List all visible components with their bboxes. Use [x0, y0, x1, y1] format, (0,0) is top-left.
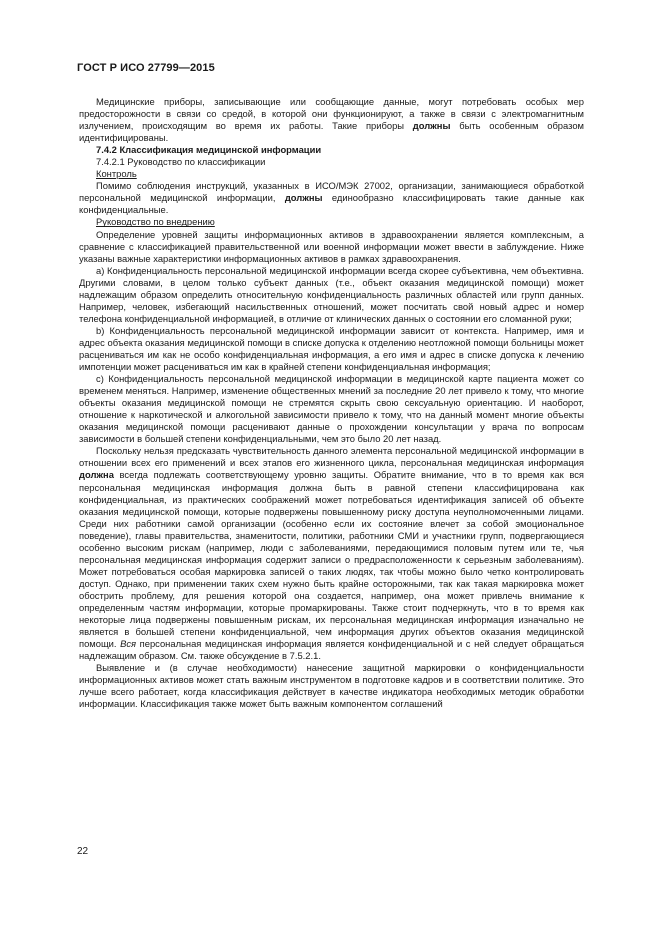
subsection-heading-7-4-2-1: 7.4.2.1 Руководство по классификации [96, 156, 266, 168]
implementation-guidance-label [79, 216, 584, 228]
implementation-label-text: Руководство по внедрению [96, 216, 215, 228]
list-item-b: b) Конфиденциальность персональной медицинской информации зависит от контекста. Например, имя и адрес объекта оказания медицинской помощи в списке допуска к отделению неотложной помощи больницы может расцениваться им как не особо конфиденциальная информация, а его имя и адрес в списке допуска к лечению импотенции может расцениваться им как в крайней степени конфиденциальная информация; [79, 324, 584, 373]
emphasis-must: должны [412, 120, 451, 132]
text-run: единообразно классифицировать такие данные как конфиденциальные. [79, 192, 585, 216]
emphasis-must: должна [79, 469, 114, 481]
emphasis-must: должны [284, 192, 323, 204]
list-item-a: a) Конфиденциальность персональной медицинской информации всегда скорее субъективна, чем объективна. Другими словами, в целом только субъект данных (т.е., объект оказания медицинской помощи) может надлежащим образом определить относительную конфиденциальность различных областей или групп данных. Например, человек, избегающий насильственных отношений, может посчитать свой новый адрес и номер телефона конфиденциальной информацией, в отличие от клинических данных о состоянии его сломанной руки; [79, 264, 584, 324]
list-item-c: c) Конфиденциальность персональной медицинской информации в медицинской карте пациента может со временем меняться. Например, изменение общественных мнений за последние 20 лет привело к тому, что многие объекты оказания медицинской помощи не стремятся скрыть свою сексуальную ориентацию. И наоборот, отношение к наркотической и алкогольной зависимости привело к тому, что на данный момент многие объекты оказания медицинской помощи расценивают данные о прохождении консультации у врача по вопросам зависимости в большей степени конфиденциальными, чем это было 20 лет назад. [79, 373, 584, 445]
paragraph-medical-devices [79, 96, 584, 144]
document-header: ГОСТ Р ИСО 27799—2015 [77, 62, 215, 74]
paragraph-classification-marking: Выявление и (в случае необходимости) нанесение защитной маркировки о конфиденциальности информационных активов может стать важным инструментом в подготовке кадров и в соответствии политике. Это лучше всего работает, когда классификация действует в качестве индикатора необходимых методик обработки информации. Классификация также может быть важным компонентом соглашений [79, 662, 584, 710]
paragraph-protection-levels: Определение уровней защиты информационных активов в здравоохранении является комплексным, а сравнение с классификацией правительственной или военной информации может ввести в заблуждение. Ниже указаны важные характеристики информационных активов в рамках здравоохранения. [79, 228, 584, 264]
text-run: Медицинские приборы, записывающие или сообщающие данные, могут потребовать особых мер предосторожности в связи со средой, в которой они функционируют, а также в связи с электромагнитным излучением, происходящим во время их работы. Такие приборы [79, 96, 584, 132]
section-heading-7-4-2: 7.4.2 Классификация медицинской информации [96, 144, 322, 156]
paragraph-sensitivity [79, 445, 584, 662]
text-run: персональная медицинская информация является конфиденциальной и с ней следует обращаться надлежащим образом. См. также обсуждение в 7.5.2.1. [79, 638, 585, 662]
control-label-text: Контроль [96, 168, 137, 180]
control-label [79, 168, 584, 180]
text-run: Поскольку нельзя предсказать чувствительность данного элемента персональной медицинской информации в отношении всех его применений и всех этапов его жизненного цикла, персональная медицинская информация [79, 445, 584, 469]
text-run: всегда подлежать соответствующему уровню защиты. Обратите внимание, что в то время как вся персональная медицинская информация должна быть в равной степени классифицирована как конфиденциальная, из практических соображений может потребоваться идентификация записей об объекте оказания медицинской помощи, которые подвержены повышенному риску доступа неуполномоченными лицами. Среди них работники самой организации (особенно если их состояние влечет за собой эмоциональное поведение), главы правительства, знаменитости, политики, работники СМИ и участники групп, подвергающиеся особенно высоким рискам (например, люди с заболеваниями, передающимися половым путем или те, чья персональная медицинская информация содержит записи о предрасположенности к серьезным заболеваниям). Может потребоваться особая маркировка записей о таких людях, так чтобы можно было четко контролировать доступ. Однако, при применении таких схем нужно быть крайне осторожными, так как такая маркировка может обострить проблему, для решения которой она создается, например, она может привлечь внимание к определенным частям информации, которые промаркированы. Также стоит подчеркнуть, что в то время как некоторые лица подвержены повышенным рискам, их персональная медицинская информация изначально не является в большей степени конфиденциальной, чем информация других объектов оказания медицинской помощи. [79, 469, 584, 650]
page-number: 22 [77, 846, 89, 857]
main-content [79, 96, 584, 710]
text-run: быть особенным образом идентифицированы. [79, 120, 584, 144]
text-run: Помимо соблюдения инструкций, указанных в ИСО/МЭК 27002, организации, занимающиеся обработкой персональной медицинской информации, [79, 180, 584, 204]
paragraph-control [79, 180, 584, 216]
emphasis-all: Вся [120, 638, 137, 650]
